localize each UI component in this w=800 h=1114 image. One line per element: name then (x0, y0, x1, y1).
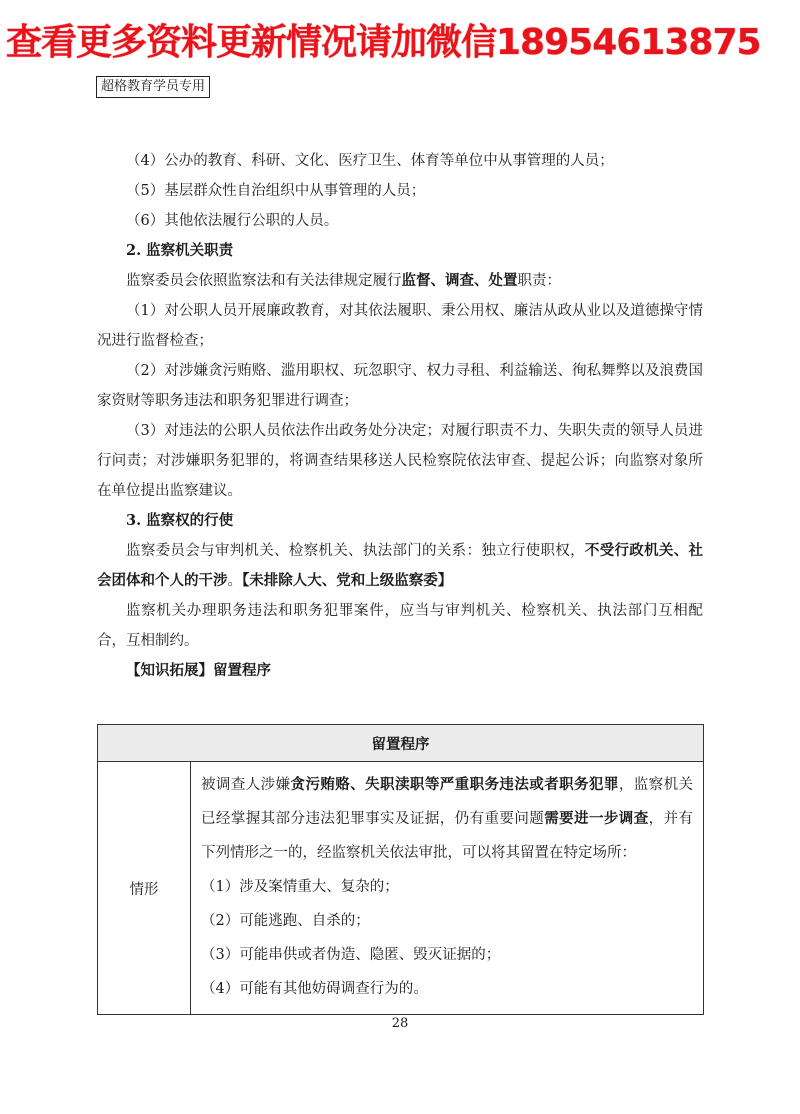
list-item: （5）基层群众性自治组织中从事管理的人员； (126, 183, 426, 199)
list-item: （3）对违法的公职人员依法作出政务处分决定；对履行职责不力、失职失责的领导人员进行问责；对涉嫌职务犯罪的，将调查结果移送人民检察院依法审查、提起公诉；向监察对象所在单位提出监察建议。 (97, 423, 703, 499)
table-intro: 被调查人涉嫌贪污贿赂、失职渎职等严重职务违法或者职务犯罪，监察机关已经掌握其部分违法犯罪事实及证据，仍有重要问题需要进一步调查，并有下列情形之一的，经监察机关依法审批，可以将其留置在特定场所： (201, 776, 693, 861)
table-header: 留置程序 (98, 725, 704, 762)
list-item: （3）可能串供或者伪造、隐匿、毁灭证据的； (201, 947, 501, 963)
detention-procedure-table (97, 724, 704, 1015)
paragraph: 监察委员会与审判机关、检察机关、执法部门的关系：独立行使职权，不受行政机关、社会团体和个人的干涉。【未排除人大、党和上级监察委】 (97, 542, 704, 589)
list-item: （4）公办的教育、科研、文化、医疗卫生、体育等单位中从事管理的人员； (126, 153, 614, 169)
row-label: 情形 (98, 762, 191, 1015)
list-item: （1）对公职人员开展廉政教育，对其依法履职、秉公用权、廉洁从政从业以及道德操守情况进行监督检查； (97, 303, 703, 349)
watermark-banner: 查看更多资料更新情况请加微信18954613875 (6, 22, 761, 63)
extension-heading: 【知识拓展】留置程序 (126, 662, 271, 679)
paragraph: 监察机关办理职务违法和职务犯罪案件，应当与审判机关、检察机关、执法部门互相配合，互相制约。 (97, 603, 703, 649)
list-item: （2）对涉嫌贪污贿赂、滥用职权、玩忽职守、权力寻租、利益输送、徇私舞弊以及浪费国家资财等职务违法和职务犯罪进行调查； (97, 363, 703, 409)
list-item: （6）其他依法履行公职的人员。 (126, 213, 339, 229)
section-heading: 3. 监察权的行使 (126, 512, 234, 529)
section-heading: 2. 监察机关职责 (126, 242, 234, 259)
student-tag: 超格教育学员专用 (96, 76, 210, 98)
row-content (191, 762, 704, 1015)
table-row (98, 762, 704, 1015)
annotation-note: 【未排除人大、党和上级监察委】 (242, 572, 453, 589)
document-body (97, 146, 703, 686)
section-intro: 监察委员会依照监察法和有关法律规定履行监督、调查、处置职责： (126, 272, 561, 289)
list-item: （4）可能有其他妨碍调查行为的。 (201, 981, 428, 997)
list-item: （1）涉及案情重大、复杂的； (201, 879, 399, 895)
list-item: （2）可能逃跑、自杀的； (201, 913, 370, 929)
page-number: 28 (391, 1016, 409, 1031)
